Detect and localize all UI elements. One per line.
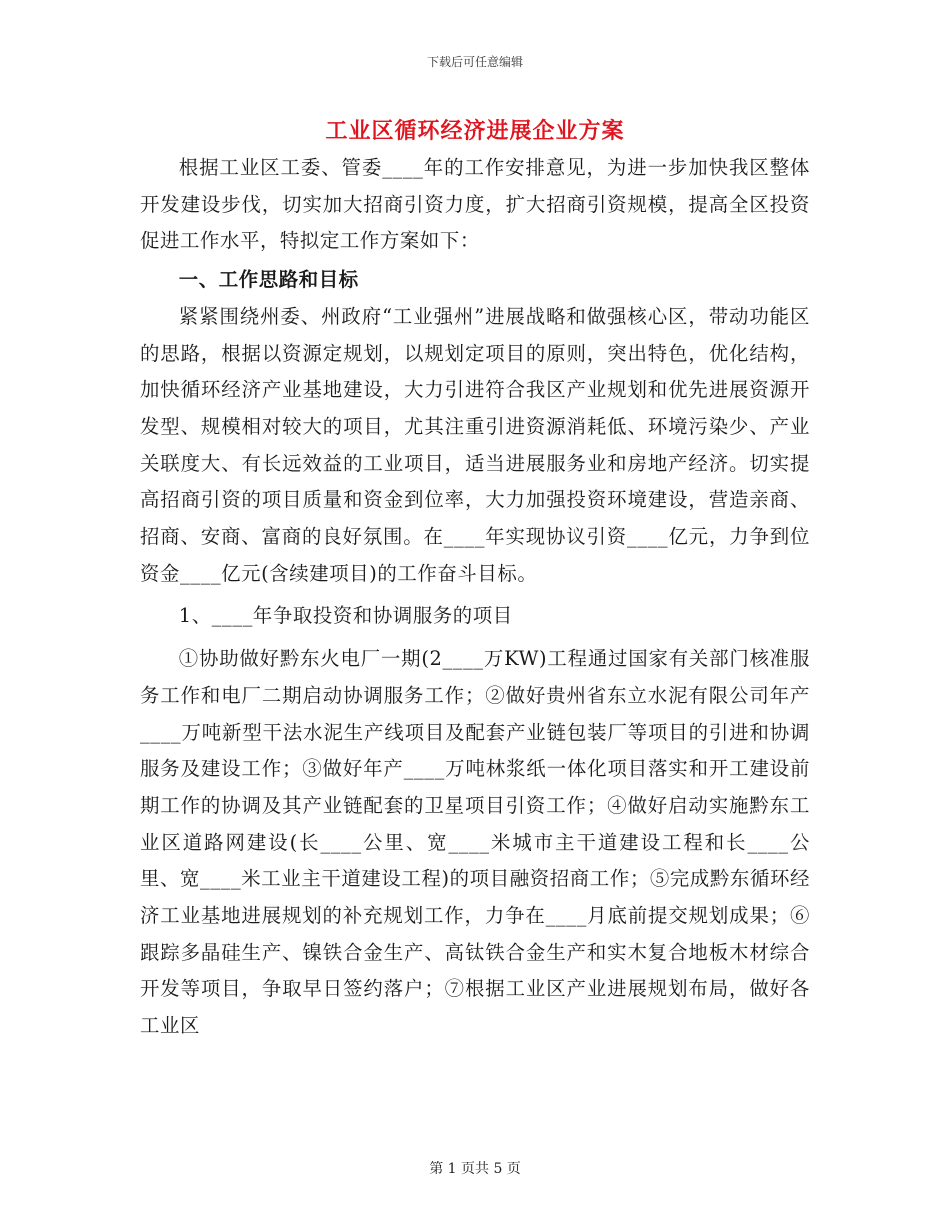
header-note: 下载后可任意编辑	[426, 55, 523, 69]
section-heading: 一、工作思路和目标	[178, 268, 359, 292]
item-heading: 1、____年争取投资和协调服务的项目	[178, 604, 513, 628]
intro-paragraph: 根据工业区工委、管委____年的工作安排意见，为进一步加快我区整体开发建设步伐，切实加大招商引资力度，扩大招商引资规模，提高全区投资促进工作水平，特拟定工作方案如下：	[140, 156, 810, 253]
document-body	[140, 150, 810, 1045]
item-paragraph: ①协助做好黔东火电厂一期(2____万KW)工程通过国家有关部门核准服务工作和电厂二期启动协调服务工作；②做好贵州省东立水泥有限公司年产____万吨新型干法水泥生产线项目及配套产业链包装厂等项目的引进和协调服务及建设工作；③做好年产____万吨林浆纸一体化项目落实和开工建设前期工作的协调及其产业链配套的卫星项目引资工作；④做好启动实施黔东工业区道路网建设(长____公里、宽____米城市主干道建设工程和长____公里、宽____米工业主干道建设工程)的项目融资招商工作；⑤完成黔东循环经济工业基地进展规划的补充规划工作，力争在____月底前提交规划成果；⑥跟踪多晶硅生产、镍铁合金生产、高钛铁合金生产和实木复合地板木材综合开发等项目，争取早日签约落户；⑦根据工业区产业进展规划布局，做好各工业区	[140, 647, 810, 1038]
section-paragraph: 紧紧围绕州委、州政府“工业强州”进展战略和做强核心区，带动功能区的思路，根据以资源定规划，以规划定项目的原则，突出特色，优化结构，加快循环经济产业基地建设，大力引进符合我区产业规划和优先进展资源开发型、规模相对较大的项目，尤其注重引进资源消耗低、环境污染少、产业关联度大、有长远效益的工业项目，适当进展服务业和房地产经济。切实提高招商引资的项目质量和资金到位率，大力加强投资环境建设，营造亲商、招商、安商、富商的良好氛围。在____年实现协议引资____亿元，力争到位资金____亿元(含续建项目)的工作奋斗目标。	[140, 304, 810, 585]
page-footer: 第 1 页共 5 页	[429, 1161, 521, 1177]
document-title: 工业区循环经济进展企业方案	[325, 118, 625, 144]
